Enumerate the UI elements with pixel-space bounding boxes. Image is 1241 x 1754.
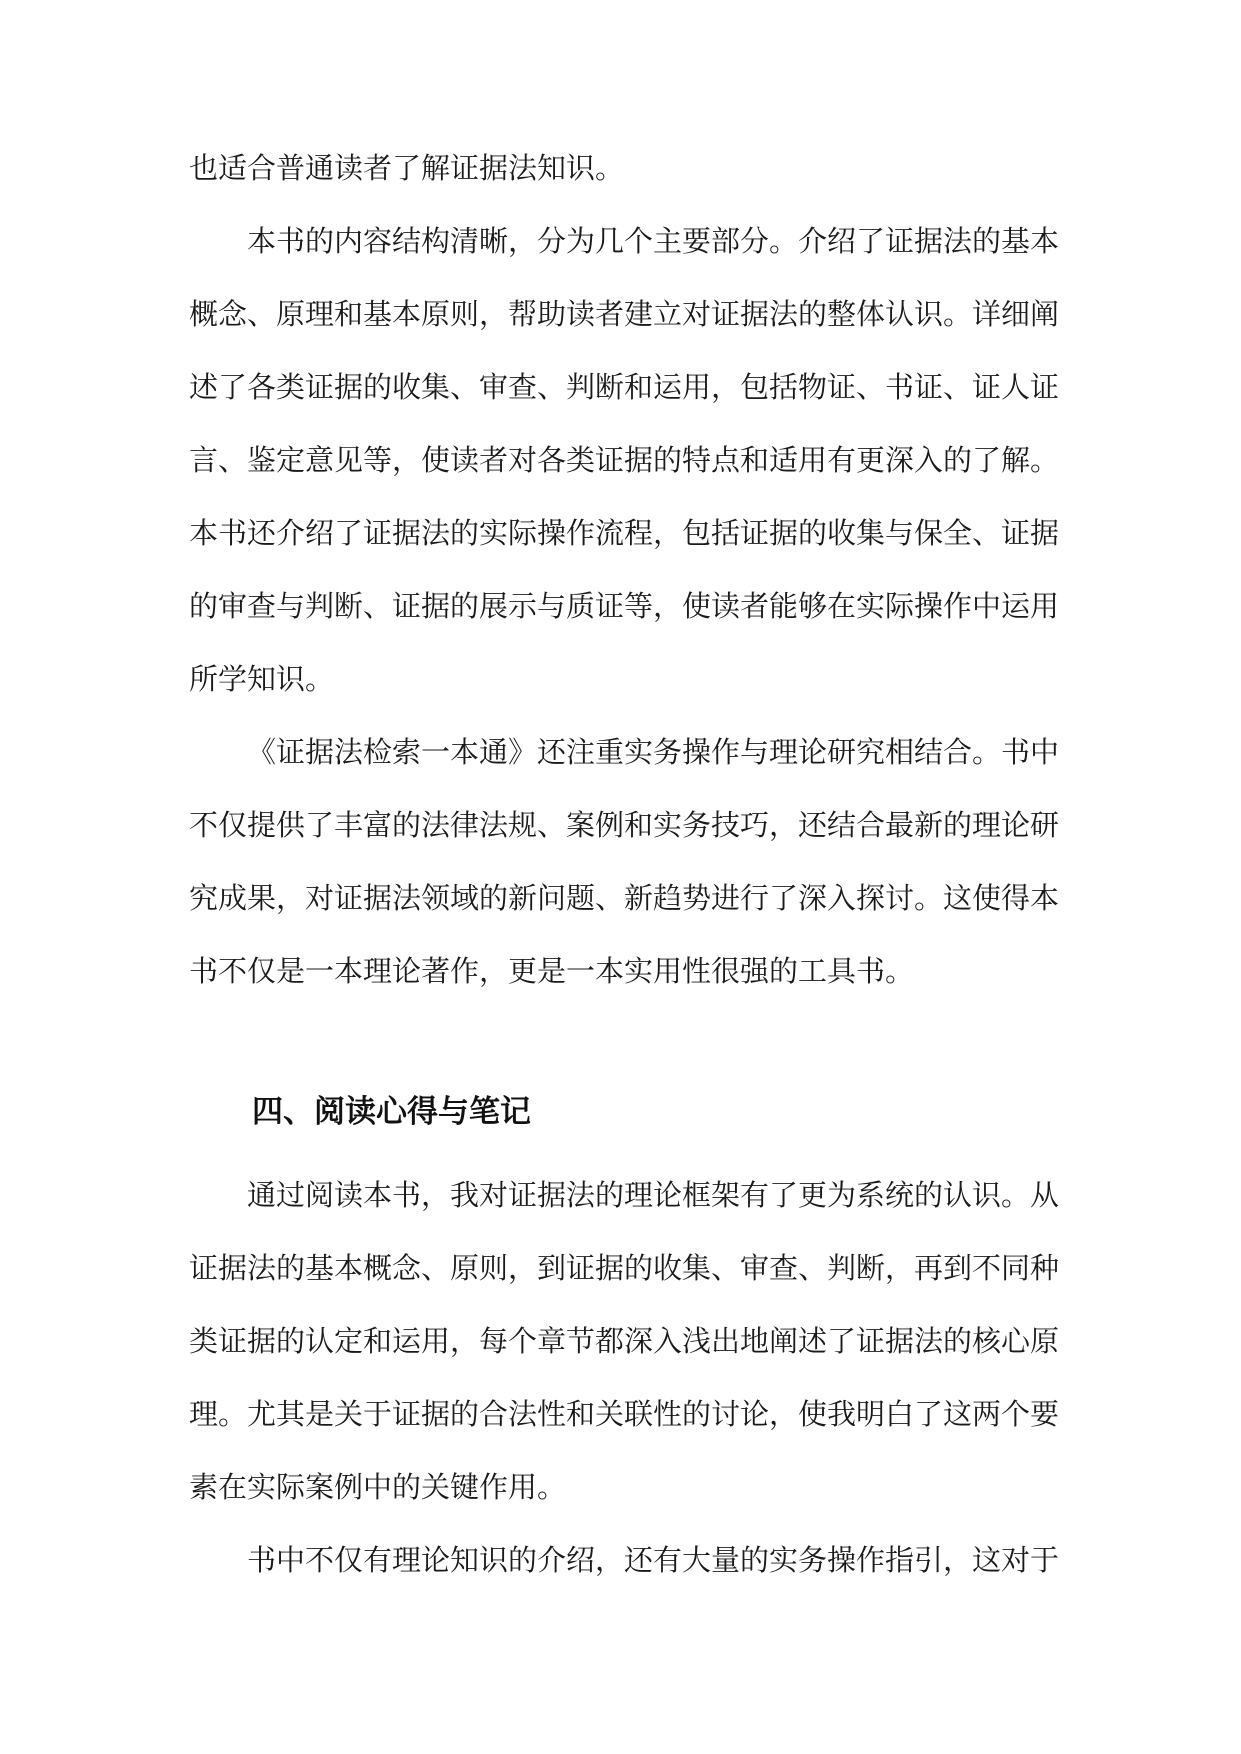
section-heading: 四、阅读心得与笔记	[252, 1094, 531, 1130]
paragraph-line: 的审查与判断、证据的展示与质证等，使读者能够在实际操作中运用	[189, 589, 1060, 623]
paragraph-line: 述了各类证据的收集、审查、判断和运用，包括物证、书证、证人证	[189, 370, 1060, 404]
paragraph-line: 不仅提供了丰富的法律法规、案例和实务技巧，还结合最新的理论研	[189, 808, 1060, 842]
paragraph-line: 素在实际案例中的关键作用。	[189, 1470, 567, 1504]
paragraph-line: 本书的内容结构清晰，分为几个主要部分。介绍了证据法的基本	[247, 224, 1060, 258]
paragraph-line: 言、鉴定意见等，使读者对各类证据的特点和适用有更深入的了解。	[189, 443, 1060, 477]
paragraph-line: 书中不仅有理论知识的介绍，还有大量的实务操作指引，这对于	[247, 1543, 1060, 1577]
paragraph-line: 通过阅读本书，我对证据法的理论框架有了更为系统的认识。从	[247, 1178, 1060, 1212]
paragraph-line: 本书还介绍了证据法的实际操作流程，包括证据的收集与保全、证据	[189, 516, 1060, 550]
paragraph-line: 也适合普通读者了解证据法知识。	[189, 151, 625, 185]
paragraph-line: 《证据法检索一本通》还注重实务操作与理论研究相结合。书中	[247, 735, 1060, 769]
paragraph-line: 所学知识。	[189, 662, 335, 696]
paragraph-line: 书不仅是一本理论著作，更是一本实用性很强的工具书。	[189, 954, 915, 988]
paragraph-line: 究成果，对证据法领域的新问题、新趋势进行了深入探讨。这使得本	[189, 881, 1060, 915]
paragraph-line: 证据法的基本概念、原则，到证据的收集、审查、判断，再到不同种	[189, 1251, 1060, 1285]
paragraph-line: 概念、原理和基本原则，帮助读者建立对证据法的整体认识。详细阐	[189, 297, 1060, 331]
paragraph-line: 理。尤其是关于证据的合法性和关联性的讨论，使我明白了这两个要	[189, 1397, 1060, 1431]
paragraph-line: 类证据的认定和运用，每个章节都深入浅出地阐述了证据法的核心原	[189, 1324, 1060, 1358]
